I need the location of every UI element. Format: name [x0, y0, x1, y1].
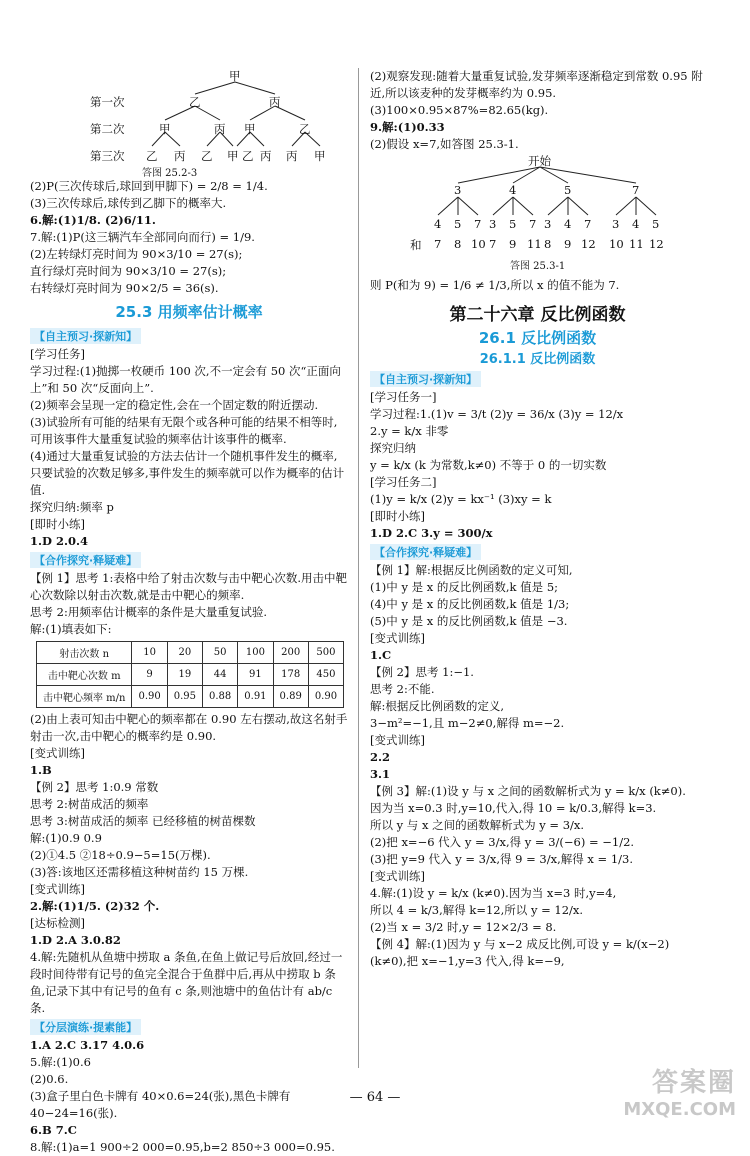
text-line: (2)当 x = 3/2 时,y = 12×2/3 = 8.: [370, 920, 557, 934]
tree-node: 4: [509, 183, 517, 197]
text-line: 3.1: [370, 767, 391, 781]
tree-node: 3: [454, 183, 462, 197]
tree-leaf: 3: [544, 217, 552, 231]
table-cell: 50: [203, 642, 238, 664]
text-line: 1.A 2.C 3.17 4.0.6: [30, 1038, 145, 1052]
sum-value: 9: [564, 237, 572, 251]
text-line: (2)假设 x=7,如答图 25.3-1.: [370, 137, 519, 151]
sum-value: 12: [581, 237, 596, 251]
text-line: 【例 3】解:(1)设 y 与 x 之间的函数解析式为 y = k/x (k≠0).: [370, 784, 686, 798]
tree-leaf: 乙: [201, 149, 213, 163]
row-label-2: 第二次: [90, 122, 125, 136]
tree-leaf: 4: [434, 217, 442, 231]
text-line: 所以 4 = k/3,解得 k=12,所以 y = 12/x.: [370, 903, 584, 917]
table-cell: 0.90: [308, 686, 343, 708]
answer-line: 直行绿灯亮时间为 90×3/10 = 27(s);: [30, 264, 227, 278]
text-line: [变式训练]: [370, 869, 425, 883]
answer-line: (2)左转绿灯亮时间为 90×3/10 = 27(s);: [30, 247, 243, 261]
row-header: 击中靶心频率 m/n: [37, 686, 132, 708]
text-line: [变式训练]: [30, 746, 85, 760]
text-line: 【例 2】思考 1:−1.: [370, 665, 474, 679]
tree-leaf: 甲: [227, 149, 239, 163]
watermark-line-2: MXQE.COM: [623, 1099, 736, 1120]
tree-leaf: 4: [632, 217, 640, 231]
section-tag: 【合作探究·释疑难】: [30, 552, 141, 568]
tree-leaf: 7: [529, 217, 537, 231]
text-line: 解:(1)0.9 0.9: [30, 831, 102, 845]
row-header: 射击次数 n: [37, 642, 132, 664]
text-line: 解:根据反比例函数的定义,: [370, 699, 505, 713]
section-title-25-3: 25.3 用频率估计概率: [115, 303, 263, 321]
sum-value: 7: [434, 237, 442, 251]
text-line: (2)把 x=−6 代入 y = 3/x,得 y = 3/(−6) = −1/2.: [370, 835, 635, 849]
table-row: [37, 686, 344, 708]
section-title-26-1: 26.1 反比例函数: [478, 329, 597, 347]
tree-root: 甲: [229, 69, 241, 83]
text-line: [变式训练]: [30, 882, 85, 896]
tree-node: 7: [632, 183, 640, 197]
sum-value: 11: [527, 237, 542, 251]
text-line: (3)100×0.95×87%=82.65(kg).: [370, 103, 549, 117]
tree-node: 丙: [214, 122, 226, 136]
chapter-title: 第二十六章 反比例函数: [449, 305, 626, 325]
table-cell: 44: [203, 664, 238, 686]
text-line: 学习过程:(1)抛掷一枚硬币 100 次,不一定会有 50 次“正面向上”和 50 次“反面向上”.: [30, 364, 341, 395]
sum-value: 8: [454, 237, 462, 251]
text-line: 因为当 x=0.3 时,y=10,代入,得 10 = k/0.3,解得 k=3.: [370, 801, 657, 815]
text-line: (5)中 y 是 x 的反比例函数,k 值是 −3.: [370, 614, 568, 628]
text-line: 【例 1】思考 1:表格中给了射击次数与击中靶心次数.用击中靶心次数除以射击次数,就是击中靶心的频率.: [30, 571, 347, 602]
table-cell: 20: [167, 642, 202, 664]
text-line: (2)0.6.: [30, 1072, 69, 1086]
tree-leaf: 乙: [242, 149, 254, 163]
text-line: 1.B: [30, 763, 52, 777]
text-line: [达标检测]: [30, 916, 85, 930]
text-line: [即时小练]: [30, 517, 85, 531]
text-line: 1.C: [370, 648, 392, 662]
text-line: [学习任务一]: [370, 390, 437, 404]
text-line: 4.解:先随机从鱼塘中捞取 a 条鱼,在鱼上做记号后放回,经过一段时间待带有记号的鱼完全混合于鱼群中后,再从中捞取 b 条鱼,记录下其中有记号的鱼有 c 条,则池塘中的鱼估计有 ab/c 条.: [30, 950, 343, 1015]
answer-line: 右转绿灯亮时间为 90×2/5 = 36(s).: [30, 281, 219, 295]
text-line: 1.D 2.A 3.0.82: [30, 933, 121, 947]
tree-leaf: 丙: [260, 149, 272, 163]
tree-leaf: 甲: [314, 149, 326, 163]
answer-line: (3)三次传球后,球传到乙脚下的概率大.: [30, 196, 227, 210]
watermark-line-1: 答案圈: [651, 1068, 736, 1098]
table-row: [37, 664, 344, 686]
text-line: [即时小练]: [370, 509, 425, 523]
table-row: [37, 642, 344, 664]
text-line: 【例 1】解:根据反比例函数的定义可知,: [370, 563, 573, 577]
tree-leaf: 3: [612, 217, 620, 231]
table-cell: 500: [308, 642, 343, 664]
text-line: 探究归纳: [370, 441, 416, 455]
figure-caption: 答图 25.3-1: [510, 261, 566, 272]
table-cell: 9: [132, 664, 167, 686]
sum-value: 12: [649, 237, 664, 251]
text-line: 2.y = k/x 非零: [370, 424, 449, 438]
tree-leaf: 5: [509, 217, 517, 231]
text-line: (2)观察发现:随着大量重复试验,发芽频率逐渐稳定到常数 0.95 附近,所以该麦种的发芽概率约为 0.95.: [370, 69, 703, 100]
text-line: 所以 y 与 x 之间的函数解析式为 y = 3/x.: [370, 818, 585, 832]
sum-value: 11: [629, 237, 644, 251]
table-cell: 200: [273, 642, 308, 664]
tree-node: 甲: [244, 122, 256, 136]
section-tag: 【分层演练·提素能】: [30, 1019, 141, 1035]
table-cell: 91: [238, 664, 273, 686]
table-cell: 450: [308, 664, 343, 686]
tree-node: 丙: [269, 95, 281, 109]
text-line: 解:(1)填表如下:: [30, 622, 112, 636]
text-line: (1)y = k/x (2)y = kx⁻¹ (3)xy = k: [370, 492, 552, 506]
tree-leaf: 丙: [174, 149, 186, 163]
watermark-logo: [623, 1062, 736, 1120]
table-cell: 100: [238, 642, 273, 664]
text-line: [变式训练]: [370, 631, 425, 645]
table-cell: 178: [273, 664, 308, 686]
text-line: [学习任务]: [30, 347, 85, 361]
text-line: 【例 4】解:(1)因为 y 与 x−2 成反比例,可设 y = k/(x−2) (k≠0),把 x=−1,y=3 代入,得 k=−9,: [370, 937, 670, 968]
table-cell: 10: [132, 642, 167, 664]
section-tag: 【自主预习·探新知】: [30, 328, 141, 344]
section-tag: 【自主预习·探新知】: [370, 371, 481, 387]
column-divider: [358, 68, 359, 1068]
right-column: [370, 68, 705, 970]
text-line: 6.B 7.C: [30, 1123, 77, 1137]
text-line: (3)把 y=9 代入 y = 3/x,得 9 = 3/x,解得 x = 1/3.: [370, 852, 633, 866]
figure-caption: 答图 25.2-3: [142, 168, 198, 179]
answer-6: 6.解:(1)1/8. (2)6/11.: [30, 213, 156, 227]
text-line: 4.解:(1)设 y = k/x (k≠0).因为当 x=3 时,y=4,: [370, 886, 617, 900]
text-line: 探究归纳:频率 p: [30, 500, 114, 514]
text-line: [学习任务二]: [370, 475, 437, 489]
text-line: 则 P(和为 9) = 1/6 ≠ 1/3,所以 x 的值不能为 7.: [370, 278, 620, 292]
text-line: 2.解:(1)1/5. (2)32 个.: [30, 899, 160, 913]
tree-node: 5: [564, 183, 572, 197]
tree-node: 乙: [189, 95, 201, 109]
text-line: 1.D 2.0.4: [30, 534, 88, 548]
table-cell: 0.89: [273, 686, 308, 708]
text-line: 8.解:(1)a=1 900÷2 000=0.95,b=2 850÷3 000=0.95.: [30, 1140, 335, 1154]
tree-leaf: 乙: [146, 149, 158, 163]
frequency-table: [36, 641, 344, 708]
tree-leaf: 4: [564, 217, 572, 231]
tree-root: 开始: [528, 154, 551, 168]
tree-leaf: 7: [474, 217, 482, 231]
text-line: 学习过程:1.(1)v = 3/t (2)y = 36/x (3)y = 12/x: [370, 407, 624, 421]
text-line: (2)频率会呈现一定的稳定性,会在一个固定数的附近摆动.: [30, 398, 319, 412]
tree-leaf: 丙: [286, 149, 298, 163]
tree-leaf: 5: [652, 217, 660, 231]
text-line: 2.2: [370, 750, 391, 764]
text-line: (4)中 y 是 x 的反比例函数,k 值是 1/3;: [370, 597, 570, 611]
answer-7: 7.解:(1)P(这三辆汽车全部同向而行) = 1/9.: [30, 230, 255, 244]
tree-diagram-ball-passing: [30, 68, 348, 178]
sum-label: 和: [410, 238, 422, 252]
tree-leaf: 5: [454, 217, 462, 231]
text-line: (2)由上表可知击中靶心的频率都在 0.90 左右摆动,故这名射手射击一次,击中靶心的概率约是 0.90.: [30, 712, 348, 743]
left-column: [30, 68, 348, 1156]
text-line: [变式训练]: [370, 733, 425, 747]
row-label-1: 第一次: [90, 95, 125, 109]
tree-node: 乙: [299, 122, 311, 136]
text-line: 1.D 2.C 3.y = 300/x: [370, 526, 493, 540]
table-cell: 0.95: [167, 686, 202, 708]
text-line: (3)试验所有可能的结果有无限个或各种可能的结果不相等时,可用该事件大量重复试验的频率估计该事件的概率.: [30, 415, 338, 446]
text-line: (4)通过大量重复试验的方法去估计一个随机事件发生的概率,只要试验的次数足够多,事件发生的频率就可以作为概率的估计值.: [30, 449, 345, 497]
row-label-3: 第三次: [90, 149, 125, 163]
sum-value: 8: [544, 237, 552, 251]
subsection-title-26-1-1: 26.1.1 反比例函数: [479, 352, 596, 367]
table-cell: 0.88: [203, 686, 238, 708]
sum-value: 10: [471, 237, 486, 251]
text-line: (3)盒子里白色卡牌有 40×0.6=24(张),黑色卡牌有 40−24=16(张).: [30, 1089, 291, 1120]
tree-node: 甲: [159, 122, 171, 136]
text-line: (3)答:该地区还需移植这种树苗约 15 万棵.: [30, 865, 249, 879]
text-line: 思考 3:树苗成活的频率 已经移植的树苗棵数: [30, 814, 256, 828]
sum-value: 7: [489, 237, 497, 251]
text-line: 9.解:(1)0.33: [370, 120, 445, 134]
section-tag: 【合作探究·释疑难】: [370, 544, 481, 560]
text-line: 3−m²=−1,且 m−2≠0,解得 m=−2.: [370, 716, 565, 730]
sum-value: 9: [509, 237, 517, 251]
text-line: 【例 2】思考 1:0.9 常数: [30, 780, 159, 794]
text-line: y = k/x (k 为常数,k≠0) 不等于 0 的一切实数: [370, 458, 607, 472]
table-cell: 0.91: [238, 686, 273, 708]
sum-value: 10: [609, 237, 624, 251]
tree-diagram-sum: [370, 153, 705, 277]
text-line: (2)①4.5 ②18÷0.9−5=15(万棵).: [30, 848, 211, 862]
text-line: 思考 2:树苗成活的频率: [30, 797, 149, 811]
text-line: (1)中 y 是 x 的反比例函数,k 值是 5;: [370, 580, 559, 594]
table-cell: 0.90: [132, 686, 167, 708]
text-line: 思考 2:不能.: [370, 682, 435, 696]
text-line: 思考 2:用频率估计概率的条件是大量重复试验.: [30, 605, 267, 619]
answer-line: (2)P(三次传球后,球回到甲脚下) = 2/8 = 1/4.: [30, 179, 268, 193]
tree-leaf: 7: [584, 217, 592, 231]
tree-leaf: 3: [489, 217, 497, 231]
text-line: 5.解:(1)0.6: [30, 1055, 91, 1069]
page-number: — 64 —: [349, 1090, 401, 1105]
table-cell: 19: [167, 664, 202, 686]
row-header: 击中靶心次数 m: [37, 664, 132, 686]
